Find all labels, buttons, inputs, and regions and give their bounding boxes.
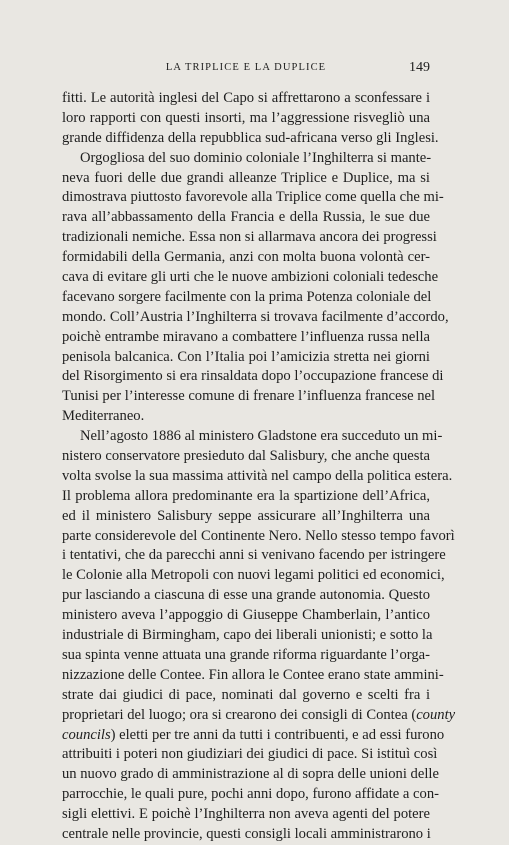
text-line: ministero aveva l’appoggio di Giuseppe Chamberlain, l’antico: [62, 607, 430, 624]
text-line: centrale nelle provincie, questi consigli locali amministrarono i: [62, 825, 431, 842]
text-line: ed il ministero Salisbury seppe assicurare all’Inghilterra una: [62, 507, 430, 524]
body-text: [62, 89, 456, 845]
text-line: grande diffidenza della repubblica sud-africana verso gli Inglesi.: [62, 129, 439, 146]
text-line: formidabili della Germania, anzi con molta buona volontà cer-: [62, 249, 430, 266]
text-line: volta svolse la sua massima attività nel campo della politica estera.: [62, 467, 453, 484]
text-line: Mediterraneo.: [62, 408, 145, 425]
text-line: parte considerevole del Continente Nero. Nello stesso tempo favorì: [62, 527, 455, 544]
text-line: cava di evitare gli urti che le nuove ambizioni coloniali tedesche: [62, 269, 439, 286]
running-head: [62, 60, 430, 80]
text-line: nistero conservatore presieduto dal Salisbury, che anche questa: [62, 448, 430, 465]
text-line: loro rapporti con questi insorti, ma l’aggressione risvegliò una: [62, 109, 430, 126]
text-line: industriale di Birmingham, capo dei liberali unionisti; e sotto la: [62, 627, 433, 644]
text-line: dimostrava piuttosto favorevole alla Triplice come quella che mi-: [62, 189, 444, 206]
text-line: Il problema allora predominante era la spartizione dell’Africa,: [62, 487, 430, 504]
text-line: pur lasciando a ciascuna di esse una grande autonomia. Questo: [62, 587, 430, 604]
text-line: neva fuori delle due grandi alleanze Triplice e Duplice, ma si: [62, 169, 430, 186]
text-line: penisola balcanica. Con l’Italia poi l’amicizia stretta nei giorni: [62, 348, 430, 365]
text-line: fitti. Le autorità inglesi del Capo si affrettarono a sconfessare i: [62, 90, 430, 106]
text-line: poichè entrambe miravano a combattere l’influenza russa nella: [62, 328, 430, 345]
text-line: proprietari del luogo; ora si crearono dei consigli di Contea (county: [62, 706, 456, 723]
text-line: nizzazione delle Contee. Fin allora le Contee erano state ammini-: [62, 666, 444, 683]
running-title: LA TRIPLICE E LA DUPLICE: [165, 62, 327, 73]
text-line: sua spinta venne attuata una grande riforma riguardante l’orga-: [62, 646, 430, 663]
page-number: 149: [409, 60, 430, 75]
text-line: strate dai giudici di pace, nominati dal governo e scelti fra i: [62, 686, 430, 703]
text-line: Orgogliosa del suo dominio coloniale l’Inghilterra si mante-: [80, 149, 432, 166]
text-line: parrocchie, le quali pure, pochi anni dopo, furono affidate a con-: [62, 786, 439, 803]
text-line: Tunisi per l’interesse comune di frenare l’influenza francese nel: [62, 388, 436, 405]
text-line: Nell’agosto 1886 al ministero Gladstone era succeduto un mi-: [80, 428, 443, 445]
text-line: tradizionali nemiche. Essa non si allarmava ancora dei progressi: [62, 229, 437, 246]
text-line: facevano sorgere facilmente con la prima Potenza coloniale del: [62, 288, 432, 305]
text-line: le Colonie alla Metropoli con nuovi legami politici ed economici,: [62, 567, 445, 584]
text-line: sigli elettivi. E poichè l’Inghilterra non aveva agenti del potere: [62, 806, 430, 823]
text-line: councils) eletti per tre anni da tutti i contribuenti, e ad essi furono: [62, 726, 445, 743]
text-line: rava all’abbassamento della Francia e della Russia, le sue due: [62, 209, 430, 226]
text-line: i tentativi, che da parecchi anni si venivano facendo per istringere: [62, 547, 446, 564]
text-line: mondo. Coll’Austria l’Inghilterra si trovava facilmente d’accordo,: [62, 308, 449, 325]
text-line: attribuiti i poteri non giudiziari dei giudici di pace. Si istituì così: [62, 746, 438, 763]
text-line: un nuovo grado di amministrazione al di sopra delle unioni delle: [62, 766, 439, 783]
text-line: del Risorgimento si era rinsaldata dopo l’occupazione francese di: [62, 368, 444, 385]
